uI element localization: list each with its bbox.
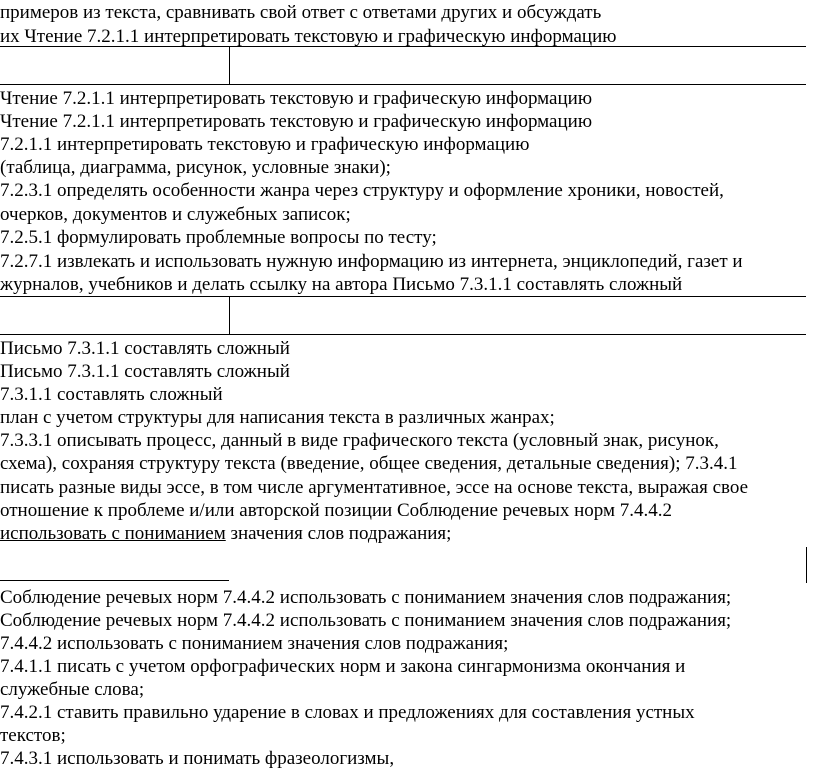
text-line-28: 7.4.3.1 использовать и понимать фразеологизмы, [0,748,395,769]
text-line-1: примеров из текста, сравнивать свой ответ с ответами других и обсуждать [0,2,602,23]
text-line-24: 7.4.1.1 писать с учетом орфографических норм и закона сингармонизма окончания и [0,656,686,677]
text-line-2: их Чтение 7.2.1.1 интерпретировать текстовую и графическую информацию [0,26,617,47]
table-rule-top-1 [0,46,806,47]
table-cell-divider-3 [806,547,807,583]
text-line-13: Письмо 7.3.1.1 составлять сложный [0,361,290,382]
underlined-phrase: использовать с пониманием [0,523,226,544]
text-line-6: (таблица, диаграмма, рисунок, условные знаки); [0,157,391,178]
text-line-7: 7.2.3.1 определять особенности жанра через структуру и оформление хроники, новостей, [0,180,724,201]
text-line-11: журналов, учебников и делать ссылку на автора Письмо 7.3.1.1 составлять сложный [0,274,683,295]
text-line-22: Соблюдение речевых норм 7.4.4.2 использовать с пониманием значения слов подражания; [0,610,732,631]
text-line-18: писать разные виды эссе, в том числе аргументативное, эссе на основе текста, выражая свое [0,477,749,498]
text-line-20-rest: значения слов подражания; [225,523,452,544]
text-line-14: 7.3.1.1 составлять сложный [0,384,223,405]
text-line-5: 7.2.1.1 интерпретировать текстовую и графическую информацию [0,134,530,155]
text-line-10: 7.2.7.1 извлекать и использовать нужную информацию из интернета, энциклопедий, газет и [0,251,743,272]
text-line-19: отношение к проблеме и/или авторской позиции Соблюдение речевых норм 7.4.4.2 [0,500,673,521]
text-line-23: 7.4.4.2 использовать с пониманием значения слов подражания; [0,633,509,654]
text-line-8: очерков, документов и служебных записок; [0,204,351,225]
table-rule-bottom-3 [0,580,229,581]
table-rule-top-2 [0,296,806,297]
text-line-15: план с учетом структуры для написания текста в различных жанрах; [0,407,555,428]
text-line-25: служебные слова; [0,679,145,700]
table-cell-divider-2 [229,296,230,334]
text-line-17: схема), сохраняя структуру текста (введение, общее сведения, детальные сведения); 7.3.4.1 [0,453,738,474]
text-line-4: Чтение 7.2.1.1 интерпретировать текстовую и графическую информацию [0,111,593,132]
text-line-21: Соблюдение речевых норм 7.4.4.2 использовать с пониманием значения слов подражания; [0,587,732,608]
text-line-20 [0,523,451,545]
table-cell-divider-1 [229,46,230,84]
text-line-12: Письмо 7.3.1.1 составлять сложный [0,338,290,359]
text-line-16: 7.3.3.1 описывать процесс, данный в виде графического текста (условный знак, рисунок, [0,430,719,451]
text-line-27: текстов; [0,725,66,746]
text-line-26: 7.4.2.1 ставить правильно ударение в словах и предложениях для составления устных [0,702,695,723]
table-rule-bottom-2 [0,334,806,335]
table-rule-bottom-1 [0,84,806,85]
text-line-9: 7.2.5.1 формулировать проблемные вопросы по тесту; [0,227,437,248]
text-line-3: Чтение 7.2.1.1 интерпретировать текстовую и графическую информацию [0,88,593,109]
